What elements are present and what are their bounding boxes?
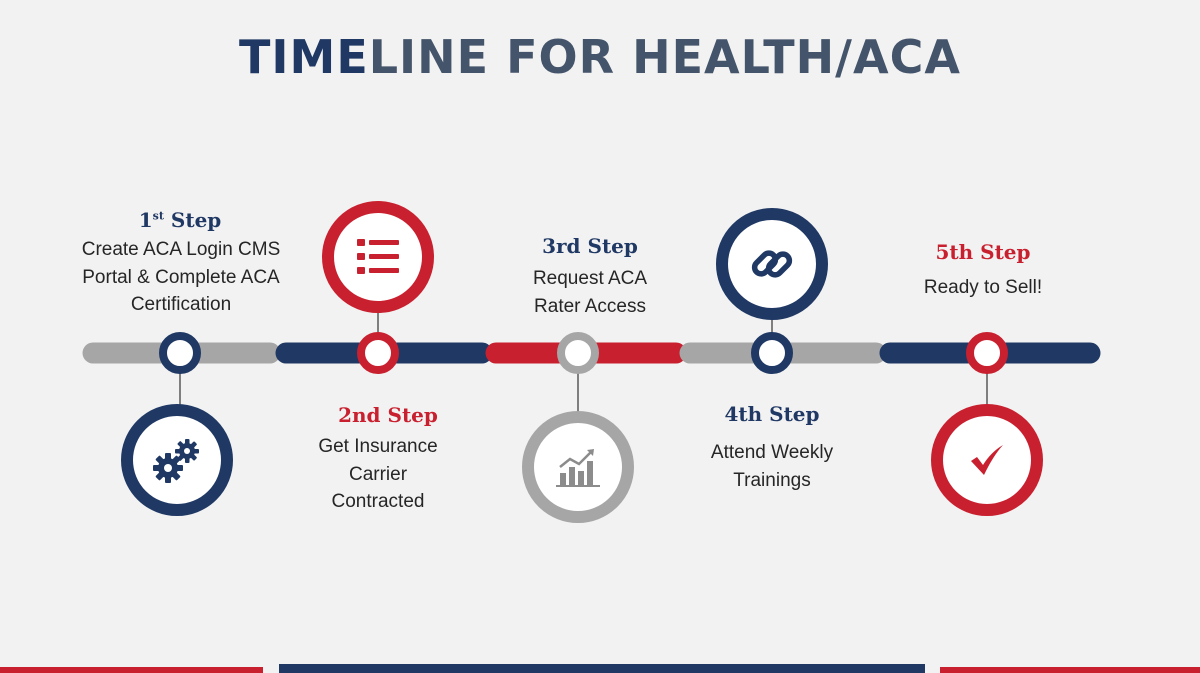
node-2 (361, 336, 395, 370)
step-3-icon-circle (522, 411, 634, 523)
gears-icon (151, 436, 203, 484)
footer-bar-center (279, 664, 925, 673)
step-4-line-2: Trainings (733, 469, 811, 491)
step-3-heading: 3rd Step (542, 234, 638, 258)
step-4-icon-circle (716, 208, 828, 320)
step-5-line-1: Ready to Sell! (923, 277, 1043, 298)
step-1-icon-circle (121, 404, 233, 516)
step-5-description (863, 274, 1103, 302)
step-4-description (652, 439, 892, 494)
node-5 (970, 336, 1004, 370)
step-1-ordinal-suffix: st (152, 209, 164, 223)
checkmark-icon (969, 444, 1005, 476)
footer-bar-left (0, 667, 263, 673)
step-2-description (268, 433, 488, 516)
node-3 (561, 336, 595, 370)
step-2-heading: 2nd Step (338, 403, 438, 427)
step-3-description (470, 265, 710, 320)
title-rest: LINE FOR HEALTH/ACA (368, 30, 961, 84)
node-4 (755, 336, 789, 370)
title-accent: TIME (239, 30, 369, 84)
step-1-heading-word: Step (170, 208, 222, 232)
node-1 (163, 336, 197, 370)
step-1-description (60, 236, 302, 319)
step-5-icon-circle (931, 404, 1043, 516)
step-4-heading: 4th Step (724, 402, 820, 426)
step-1-line-1: Create ACA Login CMS (81, 239, 281, 260)
step-1-heading (80, 208, 280, 232)
step-2-line-2: Carrier (348, 463, 408, 485)
step-2-line-1: Get Insurance (318, 436, 438, 457)
list-icon (357, 239, 399, 275)
link-icon (750, 242, 794, 286)
step-5-heading: 5th Step (935, 240, 1031, 264)
step-2-line-3: Contracted (331, 491, 425, 512)
step-3-line-1: Request ACA (532, 268, 648, 289)
step-2-icon-circle (322, 201, 434, 313)
step-3-line-2: Rater Access (534, 295, 646, 317)
step-1-ordinal: 1 (138, 208, 153, 232)
chart-icon (556, 447, 600, 487)
step-1-line-2: Portal & Complete ACA (82, 266, 280, 288)
step-4-line-1: Attend Weekly (710, 442, 834, 463)
step-1-line-3: Certification (130, 294, 232, 315)
footer-bar-right (940, 667, 1200, 673)
